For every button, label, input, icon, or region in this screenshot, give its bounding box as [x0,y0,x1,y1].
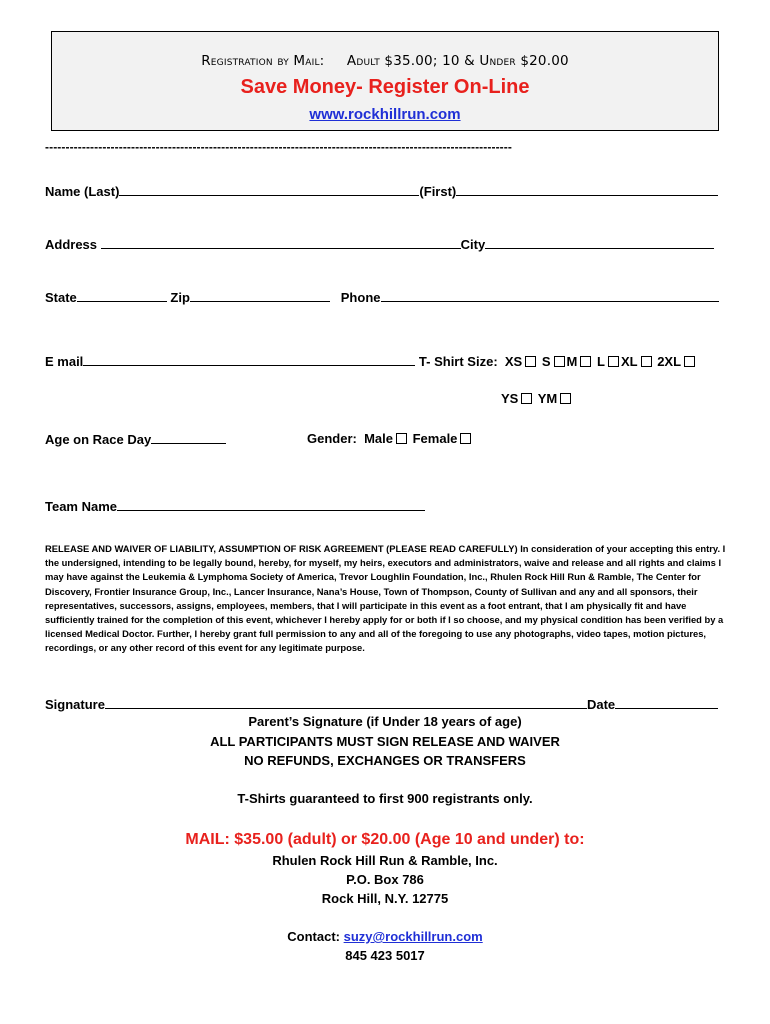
registration-by-mail-line [52,53,718,69]
phone-field[interactable] [381,289,719,302]
date-field[interactable] [615,696,718,709]
mail-city: Rock Hill, N.Y. 12775 [321,891,449,906]
pricing-label: Adult $35.00; 10 & Under $20.00 [346,53,569,69]
size-2xl-label: 2XL [657,354,682,369]
state-label: State [45,290,77,305]
release-waiver-text: RELEASE AND WAIVER OF LIABILITY, ASSUMPTION OF RISK AGREEMENT (PLEASE READ CAREFULLY) In consideration of your accepting this entry. I the undersigned, intending to be legally bound, hereby, for myself, my heirs, executors and administrators, waive and release and all rights and claims I may have against the Leukemia & Lymphoma Society of America, Trevor Loughlin Foundation, Inc., Rhulen Rock Hill Run & Ramble, The Center for Discovery, Frontier Insurance Group, Inc., Lancer Insurance, Nana’s House, Town of Thompson, County of Sullivan and any and all sponsors, their representatives, successors, assigns, employees, members, that I will participate in this event as a foot entrant, that I am physically fit and have sufficiently trained for the completion of this event, whichever I hereby apply for or both if I so choose, and my physical condition has been verified by a licensed Medical Doctor. Further, I hereby grant full permission to any and all of the foregoing to use any photographs, video tapes, motion pictures, recordings, or any other record of this event for any legitimate purpose. [45,543,726,654]
team-name-field[interactable] [117,498,425,511]
size-xs-checkbox[interactable] [525,356,536,367]
contact-line [0,929,770,944]
mail-po-box: P.O. Box 786 [346,872,424,887]
city-field[interactable] [485,236,714,249]
tshirt-guarantee-note: T-Shirts guaranteed to first 900 registrants only. [237,791,533,806]
dashed-separator: ------------------------------------------------------------------------------------------------------------------ [45,140,512,154]
team-name-label: Team Name [45,499,118,514]
name-row [45,183,718,199]
gender-male-label: Male [364,431,393,446]
address-row [45,236,714,252]
contact-phone: 845 423 5017 [345,948,425,963]
first-name-label: (First) [419,184,457,199]
size-ym-checkbox[interactable] [560,393,571,404]
size-xs-label: XS [504,354,523,369]
youth-sizes-row [501,391,573,406]
contact-label: Contact: [287,929,340,944]
signature-row [45,696,718,712]
size-ys-checkbox[interactable] [521,393,532,404]
website-link[interactable]: www.rockhillrun.com [309,106,461,123]
gender-male-checkbox[interactable] [396,433,407,444]
email-field[interactable] [83,353,415,366]
size-m-label: M [566,354,578,369]
size-ys-label: YS [501,391,519,406]
size-l-checkbox[interactable] [608,356,619,367]
all-must-sign-note: ALL PARTICIPANTS MUST SIGN RELEASE AND WAIVER [210,734,560,749]
zip-field[interactable] [190,289,330,302]
promo-heading: Save Money- Register On-Line [240,76,530,98]
address-label: Address [45,237,98,252]
phone-label: Phone [340,290,381,305]
address-field[interactable] [101,236,461,249]
header-box [51,31,719,131]
date-label: Date [586,697,616,712]
size-2xl-checkbox[interactable] [684,356,695,367]
signature-field[interactable] [105,696,587,709]
first-name-field[interactable] [456,183,718,196]
signature-label: Signature [45,697,105,712]
email-label: E mail [45,354,84,369]
age-label: Age on Race Day [45,432,152,447]
zip-label: Zip [170,290,190,305]
size-xl-label: XL [620,354,638,369]
email-tshirt-row [45,353,697,369]
gender-female-label: Female [412,431,458,446]
registration-by-mail-label: Registration by Mail: [201,53,325,69]
age-row [45,431,226,447]
contact-email-link[interactable]: suzy@rockhillrun.com [343,929,483,944]
size-s-label: S [541,354,551,369]
no-refunds-note: NO REFUNDS, EXCHANGES OR TRANSFERS [244,753,526,768]
size-ym-label: YM [537,391,558,406]
gender-female-checkbox[interactable] [460,433,471,444]
size-m-checkbox[interactable] [580,356,591,367]
tshirt-size-label: T- Shirt Size: [418,354,498,369]
mail-org: Rhulen Rock Hill Run & Ramble, Inc. [272,853,498,868]
size-s-checkbox[interactable] [554,356,565,367]
age-field[interactable] [151,431,226,444]
size-xl-checkbox[interactable] [641,356,652,367]
city-label: City [460,237,486,252]
state-field[interactable] [77,289,167,302]
team-name-row [45,498,425,514]
state-zip-phone-row [45,289,719,305]
last-name-label: Name (Last) [45,184,120,199]
last-name-field[interactable] [119,183,419,196]
size-l-label: L [597,354,605,369]
parent-signature-note: Parent’s Signature (if Under 18 years of age) [248,714,522,729]
gender-row [307,431,473,446]
gender-label: Gender: [307,431,357,446]
mail-heading: MAIL: $35.00 (adult) or $20.00 (Age 10 and under) to: [185,831,585,848]
